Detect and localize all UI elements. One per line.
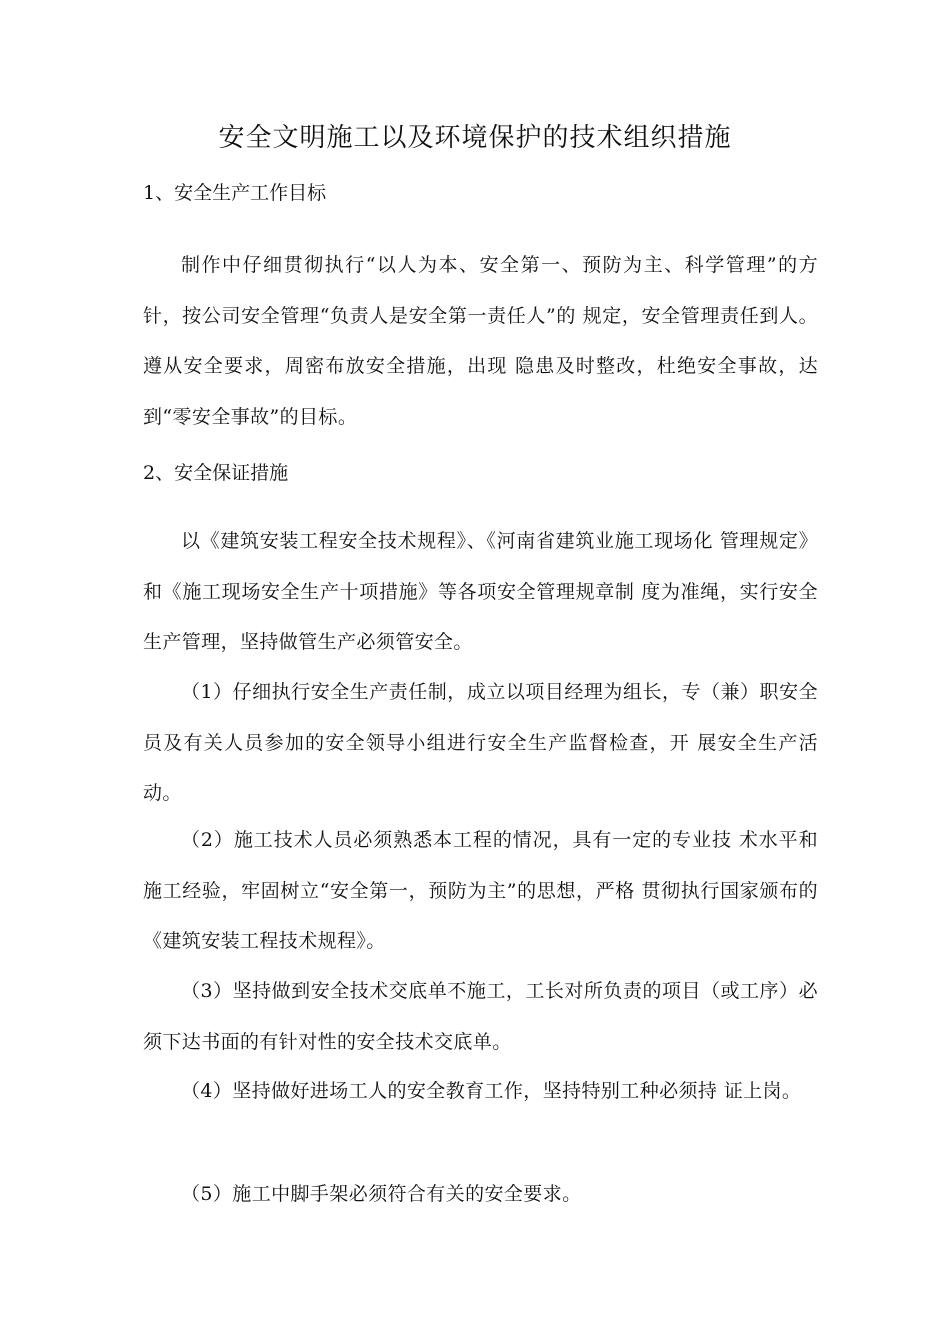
measure-item-4: （4）坚持做好进场工人的安全教育工作，坚持特别工种必须持 证上岗。 <box>181 1080 802 1102</box>
section-heading-1: 1、安全生产工作目标 <box>143 182 327 204</box>
section-heading-2: 2、安全保证措施 <box>143 462 289 484</box>
measure-item-5: （5）施工中脚手架必须符合有关的安全要求。 <box>181 1183 582 1205</box>
measure-item-2: （2）施工技术人员必须熟悉本工程的情况，具有一定的专业技 术水平和施工经验，牢固树立“安全第一，预防为主”的思想，严格 贯彻执行国家颁布的《建筑安装工程技术规程》。 <box>143 829 818 952</box>
section-1-paragraph: 制作中仔细贯彻执行“以人为本、安全第一、预防为主、科学管理”的方针，按公司安全管理“负责人是安全第一责任人”的 规定，安全管理责任到人。遵从安全要求，周密布放安全措施，出现 隐患及时整改，杜绝安全事故，达到“零安全事故”的目标。 <box>143 254 818 428</box>
measure-item-1: （1）仔细执行安全生产责任制，成立以项目经理为组长，专（兼）职安全员及有关人员参加的安全领导小组进行安全生产监督检查，开 展安全生产活动。 <box>143 681 818 804</box>
measure-item-3: （3）坚持做到安全技术交底单不施工，工长对所负责的项目（或工序）必须下达书面的有针对性的安全技术交底单。 <box>143 980 818 1053</box>
section-2-intro-paragraph: 以《建筑安装工程安全技术规程》、《河南省建筑业施工现场化 管理规定》和《施工现场安全生产十项措施》等各项安全管理规章制 度为准绳，实行安全生产管理，坚持做管生产必须管安全。 <box>143 530 818 653</box>
document-title: 安全文明施工以及环境保护的技术组织措施 <box>218 123 732 153</box>
